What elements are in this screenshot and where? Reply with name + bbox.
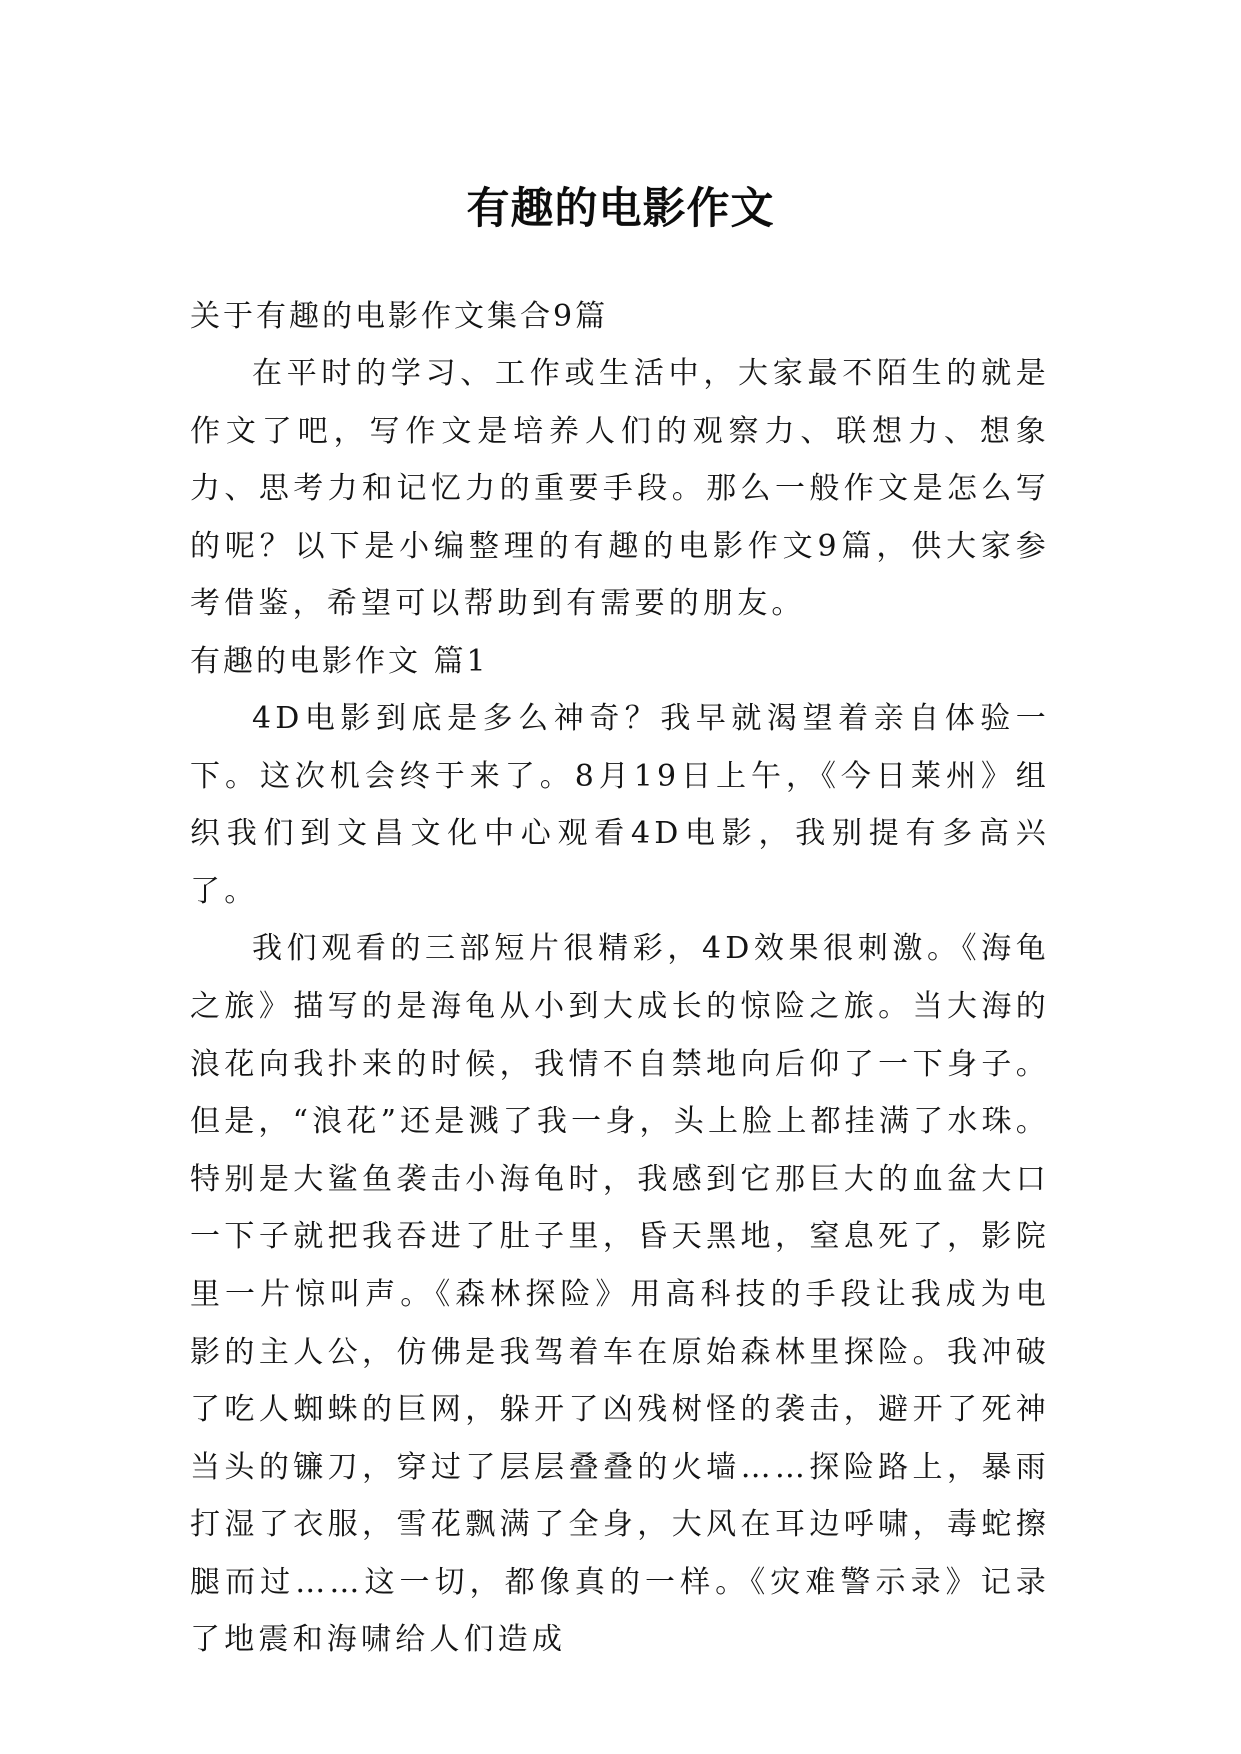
body-paragraph-2: 我们观看的三部短片很精彩，4D效果很刺激。《海龟之旅》描写的是海龟从小到大成长的惊险之旅。当大海的浪花向我扑来的时候，我情不自禁地向后仰了一下身子。但是，“浪花”还是溅了我一身，头上脸上都挂满了水珠。特别是大鲨鱼袭击小海龟时，我感到它那巨大的血盆大口一下子就把我吞进了肚子里，昏天黑地，窒息死了，影院里一片惊叫声。《森林探险》用高科技的手段让我成为电影的主人公，仿佛是我驾着车在原始森林里探险。我冲破了吃人蜘蛛的巨网，躲开了凶残树怪的袭击，避开了死神当头的镰刀，穿过了层层叠叠的火墙……探险路上，暴雨打湿了衣服，雪花飘满了全身，大风在耳边呼啸，毒蛇擦腿而过……这一切，都像真的一样。《灾难警示录》记录了地震和海啸给人们造成	[190, 931, 1050, 1658]
document-body	[190, 288, 1050, 1669]
collection-heading: 关于有趣的电影作文集合9篇	[190, 299, 609, 334]
section-heading: 有趣的电影作文 篇1	[190, 643, 489, 679]
document-title: 有趣的电影作文	[466, 183, 775, 234]
intro-paragraph: 在平时的学习、工作或生活中，大家最不陌生的就是作文了吧，写作文是培养人们的观察力、联想力、想象力、思考力和记忆力的重要手段。那么一般作文是怎么写的呢？以下是小编整理的有趣的电影作文9篇，供大家参考借鉴，希望可以帮助到有需要的朋友。	[190, 356, 1050, 622]
body-paragraph-1: 4D电影到底是多么神奇？我早就渴望着亲自体验一下。这次机会终于来了。8月19日上午，《今日莱州》组织我们到文昌文化中心观看4D电影，我别提有多高兴了。	[190, 700, 1050, 909]
